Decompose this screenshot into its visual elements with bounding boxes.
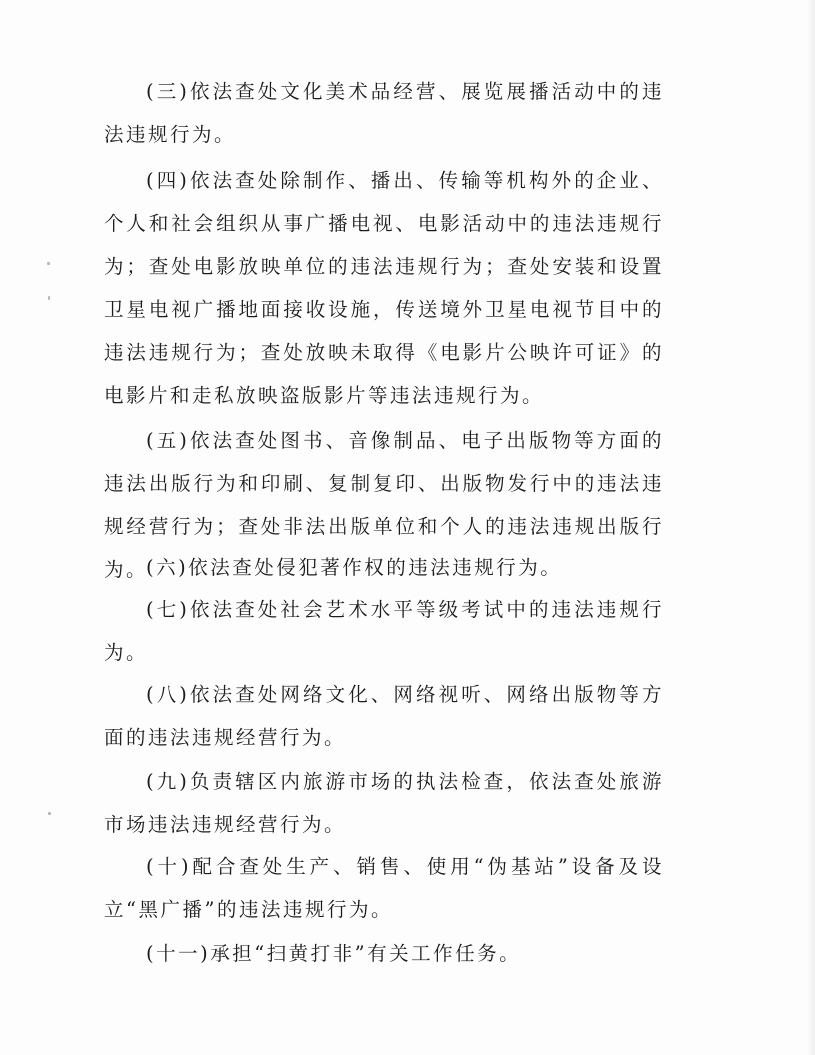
paragraph-4: (四)依法查处除制作、播出、传输等机构外的企业、个人和社会组织从事广播电视、电影活动中的违法违规行为；查处电影放映单位的违法违规行为；查处安装和设置卫星电视广播地面接收设施，传送境外卫星电视节目中的违法违规行为；查处放映未取得《电影片公映许可证》的电影片和走私放映盗版影片等违法违规行为。	[104, 169, 664, 407]
paragraph-9: (九)负责辖区内旅游市场的执法检查，依法查处旅游市场违法违规经营行为。	[104, 770, 664, 836]
paragraph-8: (八)依法查处网络文化、网络视听、网络出版物等方面的违法违规经营行为。	[104, 683, 664, 749]
scan-speck	[48, 296, 50, 300]
paragraph-10: (十)配合查处生产、销售、使用“伪基站”设备及设立“黑广播”的违法违规行为。	[104, 855, 664, 921]
scan-edge-shadow	[807, 0, 815, 1055]
scan-speck	[48, 812, 51, 815]
paragraph-6: (六)依法查处侵犯著作权的违法违规行为。	[146, 556, 563, 579]
paragraph-11: (十一)承担“扫黄打非”有关工作任务。	[146, 942, 522, 965]
paragraph-3: (三)依法查处文化美术品经营、展览展播活动中的违法违规行为。	[104, 80, 664, 146]
scan-speck	[47, 262, 50, 265]
paragraph-7: (七)依法查处社会艺术水平等级考试中的违法违规行为。	[104, 598, 664, 664]
paragraph-5: (五)依法查处图书、音像制品、电子出版物等方面的违法出版行为和印刷、复制复印、出版物发行中的违法违规经营行为；查处非法出版单位和个人的违法违规出版行为。	[104, 429, 664, 581]
